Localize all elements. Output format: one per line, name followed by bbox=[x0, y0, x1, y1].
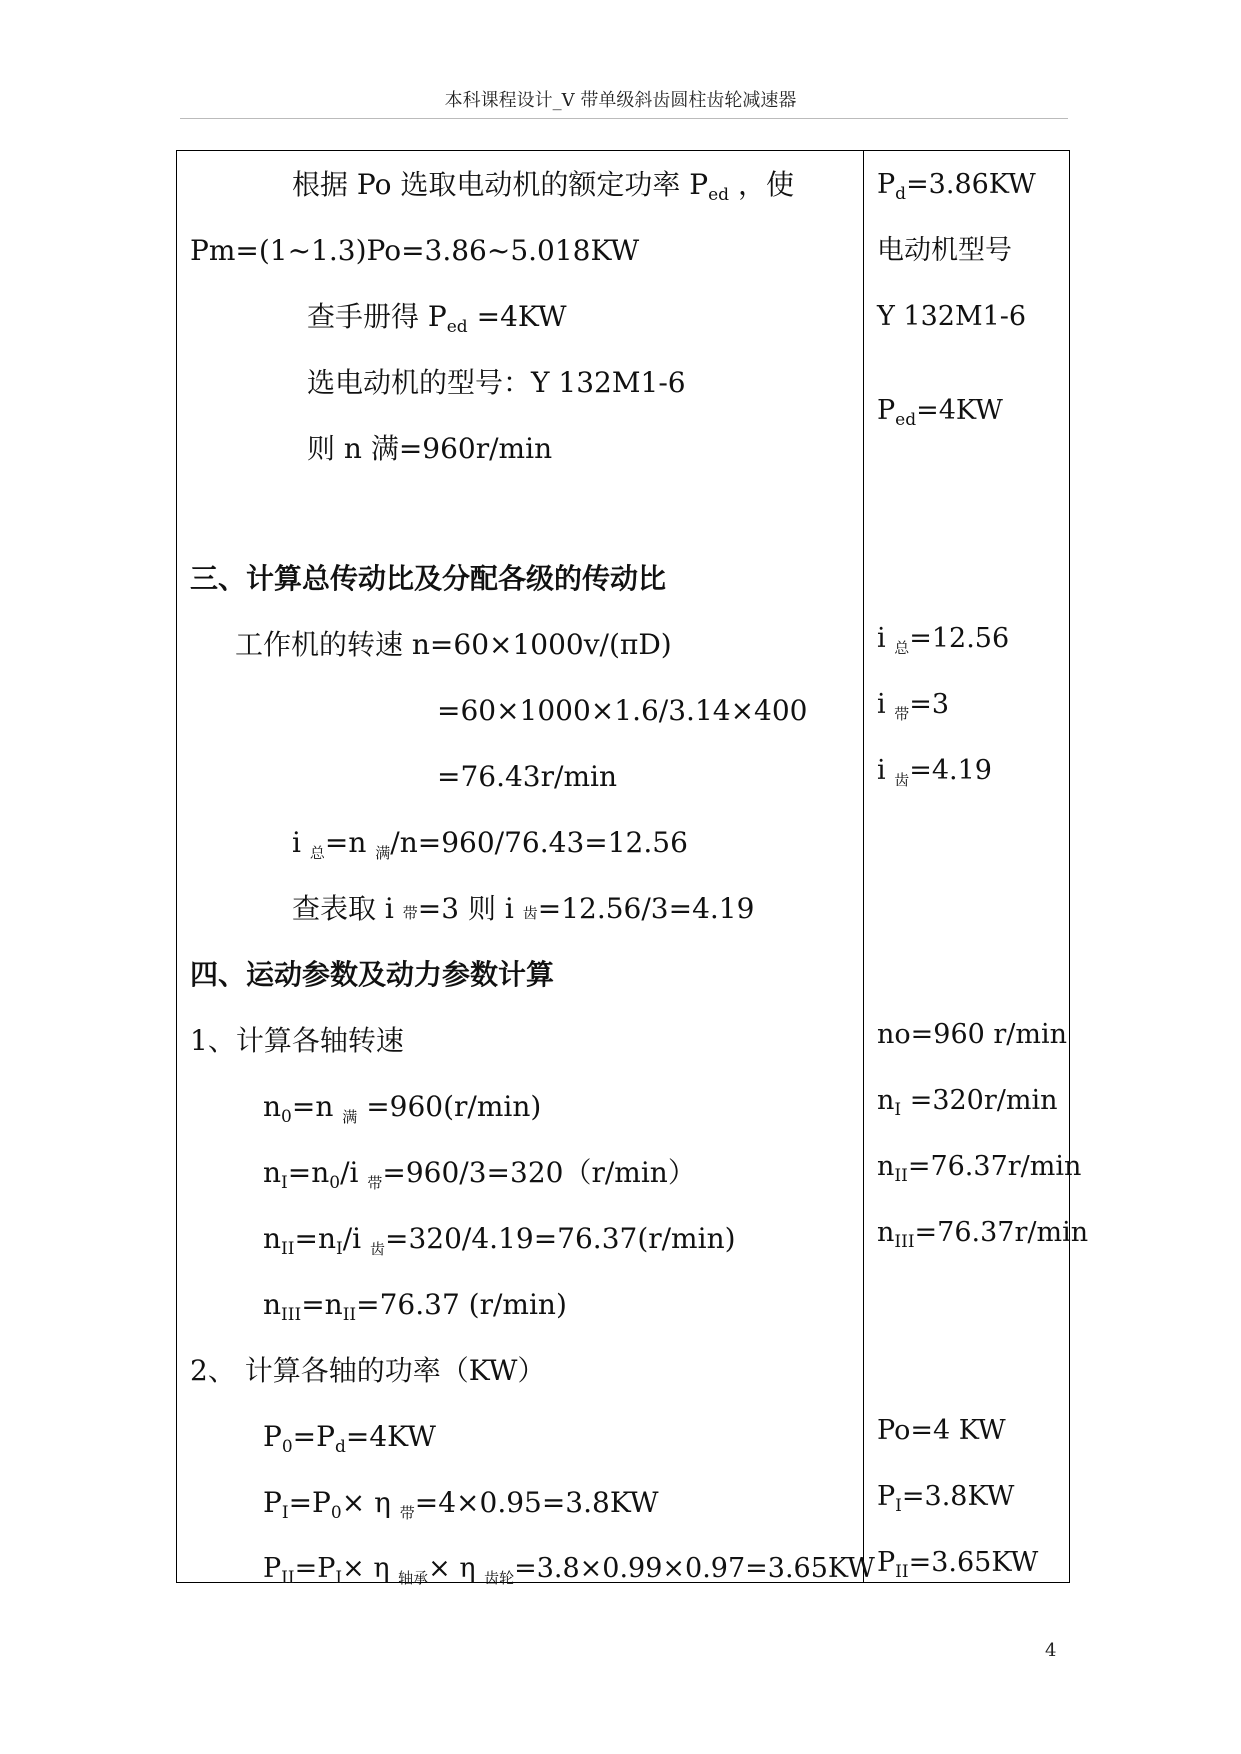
result-pd: $P_d=3.86KW$ bbox=[877, 169, 1036, 204]
line-full-load-speed: 则 n 满=960r/min bbox=[307, 432, 553, 465]
line-p0: $P_0=P_d=4KW$ bbox=[263, 1420, 436, 1457]
line-total-ratio: i $_总$=n $_满$/n=960/76.43=12.56 bbox=[292, 826, 688, 862]
line-speed-substitution: =60×1000×1.6/3.14×400 bbox=[437, 694, 808, 727]
result-i-gear: i $_齿$=4.19 bbox=[877, 755, 992, 789]
line-speed-result: =76.43r/min bbox=[437, 760, 617, 793]
header-rule bbox=[180, 118, 1068, 119]
result-p2: $P_{II}=3.65KW$ bbox=[877, 1547, 1039, 1582]
line-n1: $n_I=n_0/i$ $_带$=960/3=320（r/min） bbox=[263, 1156, 696, 1193]
line-n3: $n_{III}=n_{II}=76.37$ (r/min) bbox=[263, 1288, 567, 1325]
line-work-machine-speed: 工作机的转速 n=60×1000v/(πD) bbox=[235, 628, 672, 661]
column-divider bbox=[863, 150, 864, 1583]
subsection-shaft-speeds: 1、计算各轴转速 bbox=[190, 1024, 404, 1057]
page-number: 4 bbox=[1045, 1640, 1057, 1661]
line-n0: $n_0=n$ $_满$ =960(r/min) bbox=[263, 1090, 542, 1127]
section-3-heading: 三、计算总传动比及分配各级的传动比 bbox=[190, 562, 667, 595]
result-p1: $P_I=3.8KW$ bbox=[877, 1481, 1015, 1516]
line-n2: $n_{II}=n_I/i$ $_齿$=320/4.19=76.37(r/min) bbox=[263, 1222, 736, 1259]
line-select-motor-power: 根据 Po 选取电动机的额定功率 $P_{ed}$ ，使 bbox=[292, 168, 794, 205]
line-p2: $P_{II}=P_I\times \eta$ $_{轴承}$× η $_{齿轮}$=3.8×0.99×0.97=3.65KW bbox=[263, 1553, 875, 1588]
line-handbook-ped: 查手册得 $P_{ed} =4KW$ bbox=[307, 300, 567, 337]
result-ped: $P_{ed}=4KW$ bbox=[877, 395, 1003, 430]
line-pm-range: Pm=(1~1.3)Po=3.86~5.018KW bbox=[190, 234, 640, 267]
line-ratio-allocation: 查表取 i 带=3 则 i 齿=12.56/3=4.19 bbox=[292, 892, 755, 925]
result-motor-model-label: 电动机型号 bbox=[877, 235, 1012, 266]
line-p1: $P_I=P_0\times \eta$ $_带$=4×0.95=3.8KW bbox=[263, 1486, 659, 1523]
result-motor-model: Y 132M1-6 bbox=[877, 301, 1027, 332]
result-n0: no=960 r/min bbox=[877, 1019, 1068, 1050]
result-i-belt: i $_带$=3 bbox=[877, 689, 950, 723]
result-n3: $n_{III}=76.37r/\min$ bbox=[877, 1217, 1089, 1252]
subsection-shaft-power: 2、 计算各轴的功率（KW） bbox=[190, 1354, 546, 1387]
result-n2: $n_{II}=76.37r/\min$ bbox=[877, 1151, 1082, 1186]
line-motor-model: 选电动机的型号：Y 132M1-6 bbox=[307, 366, 686, 399]
section-4-heading: 四、运动参数及动力参数计算 bbox=[190, 958, 555, 991]
result-i-total: i $_总$=12.56 bbox=[877, 623, 1010, 657]
result-n1: $n_I =320r/\min$ bbox=[877, 1085, 1058, 1120]
page-header: 本科课程设计_V 带单级斜齿圆柱齿轮减速器 bbox=[444, 90, 797, 111]
result-p0: Po=4 KW bbox=[877, 1415, 1006, 1446]
